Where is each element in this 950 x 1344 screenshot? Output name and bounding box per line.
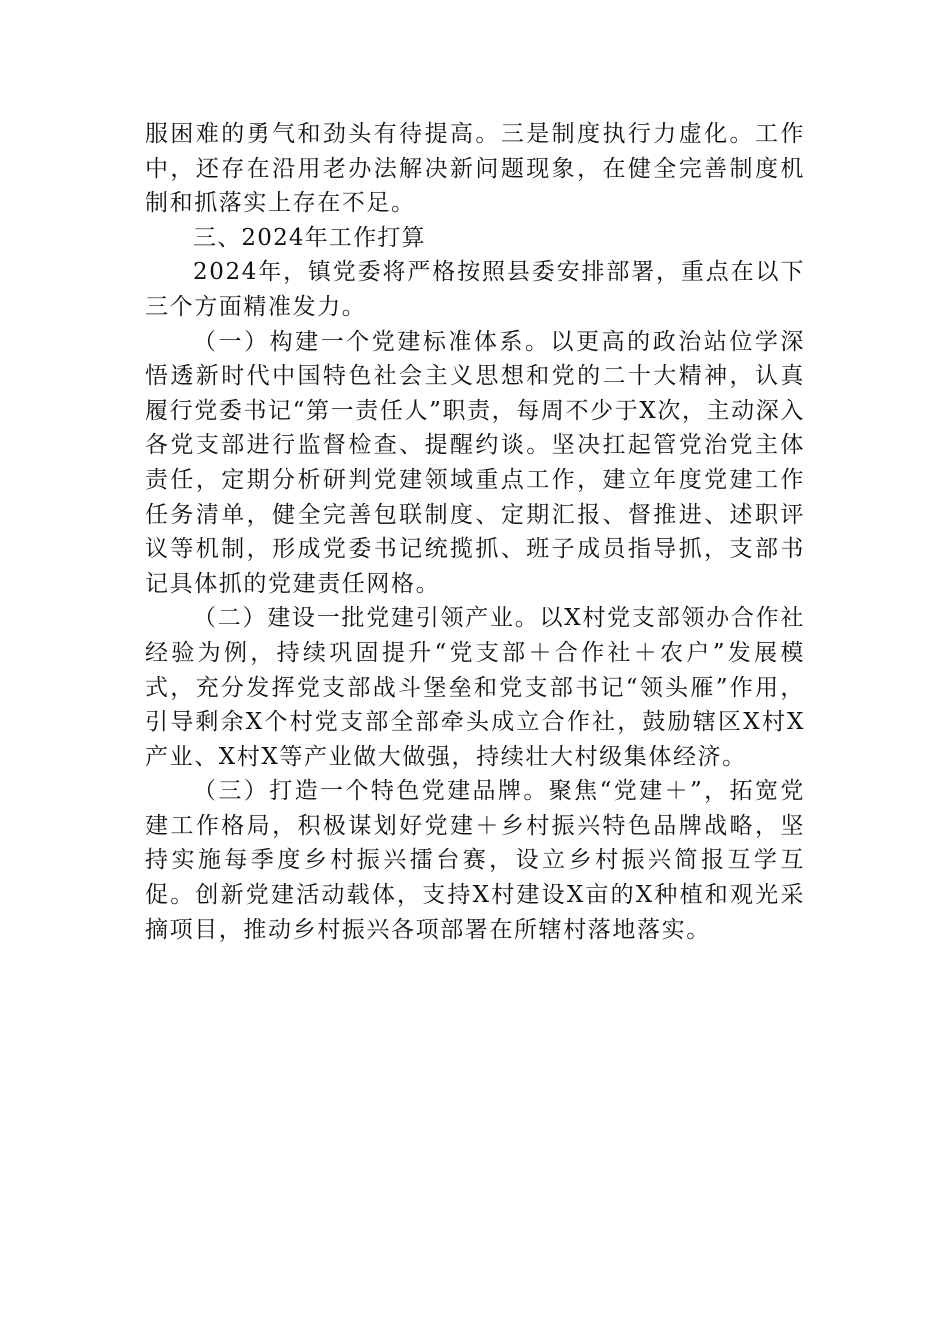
paragraph-continuation: 服困难的勇气和劲头有待提高。三是制度执行力虚化。工作中，还存在沿用老办法解决新问题现象，在健全完善制度机制和抓落实上存在不足。 [145,121,805,217]
paragraph-item-1: （一）构建一个党建标准体系。以更高的政治站位学深悟透新时代中国特色社会主义思想和党的二十大精神，认真履行党委书记“第一责任人”职责，每周不少于X次，主动深入各党支部进行监督检查、提醒约谈。坚决扛起管党治党主体责任，定期分析研判党建领域重点工作，建立年度党建工作任务清单，健全完善包联制度、定期汇报、督推进、述职评议等机制，形成党委书记统揽抓、班子成员指导抓，支部书记具体抓的党建责任网格。 [145,328,805,597]
document-page [145,117,805,947]
section-heading: 三、2024年工作打算 [193,224,426,251]
paragraph-item-3: （三）打造一个特色党建品牌。聚焦“党建＋”，拓宽党建工作格局，积极谋划好党建＋乡村振兴特色品牌战略，坚持实施每季度乡村振兴擂台赛，设立乡村振兴简报互学互促。创新党建活动载体，支持X村建设X亩的X种植和观光采摘项目，推动乡村振兴各项部署在所辖村落地落实。 [145,778,805,943]
paragraph-intro: 2024年，镇党委将严格按照县委安排部署，重点在以下三个方面精准发力。 [145,259,805,320]
paragraph-item-2: （二）建设一批党建引领产业。以X村党支部领办合作社经验为例，持续巩固提升“党支部＋合作社＋农户”发展模式，充分发挥党支部战斗堡垒和党支部书记“领头雁”作用，引导剩余X个村党支部全部牵头成立合作社，鼓励辖区X村X产业、X村X等产业做大做强，持续壮大村级集体经济。 [145,605,805,770]
